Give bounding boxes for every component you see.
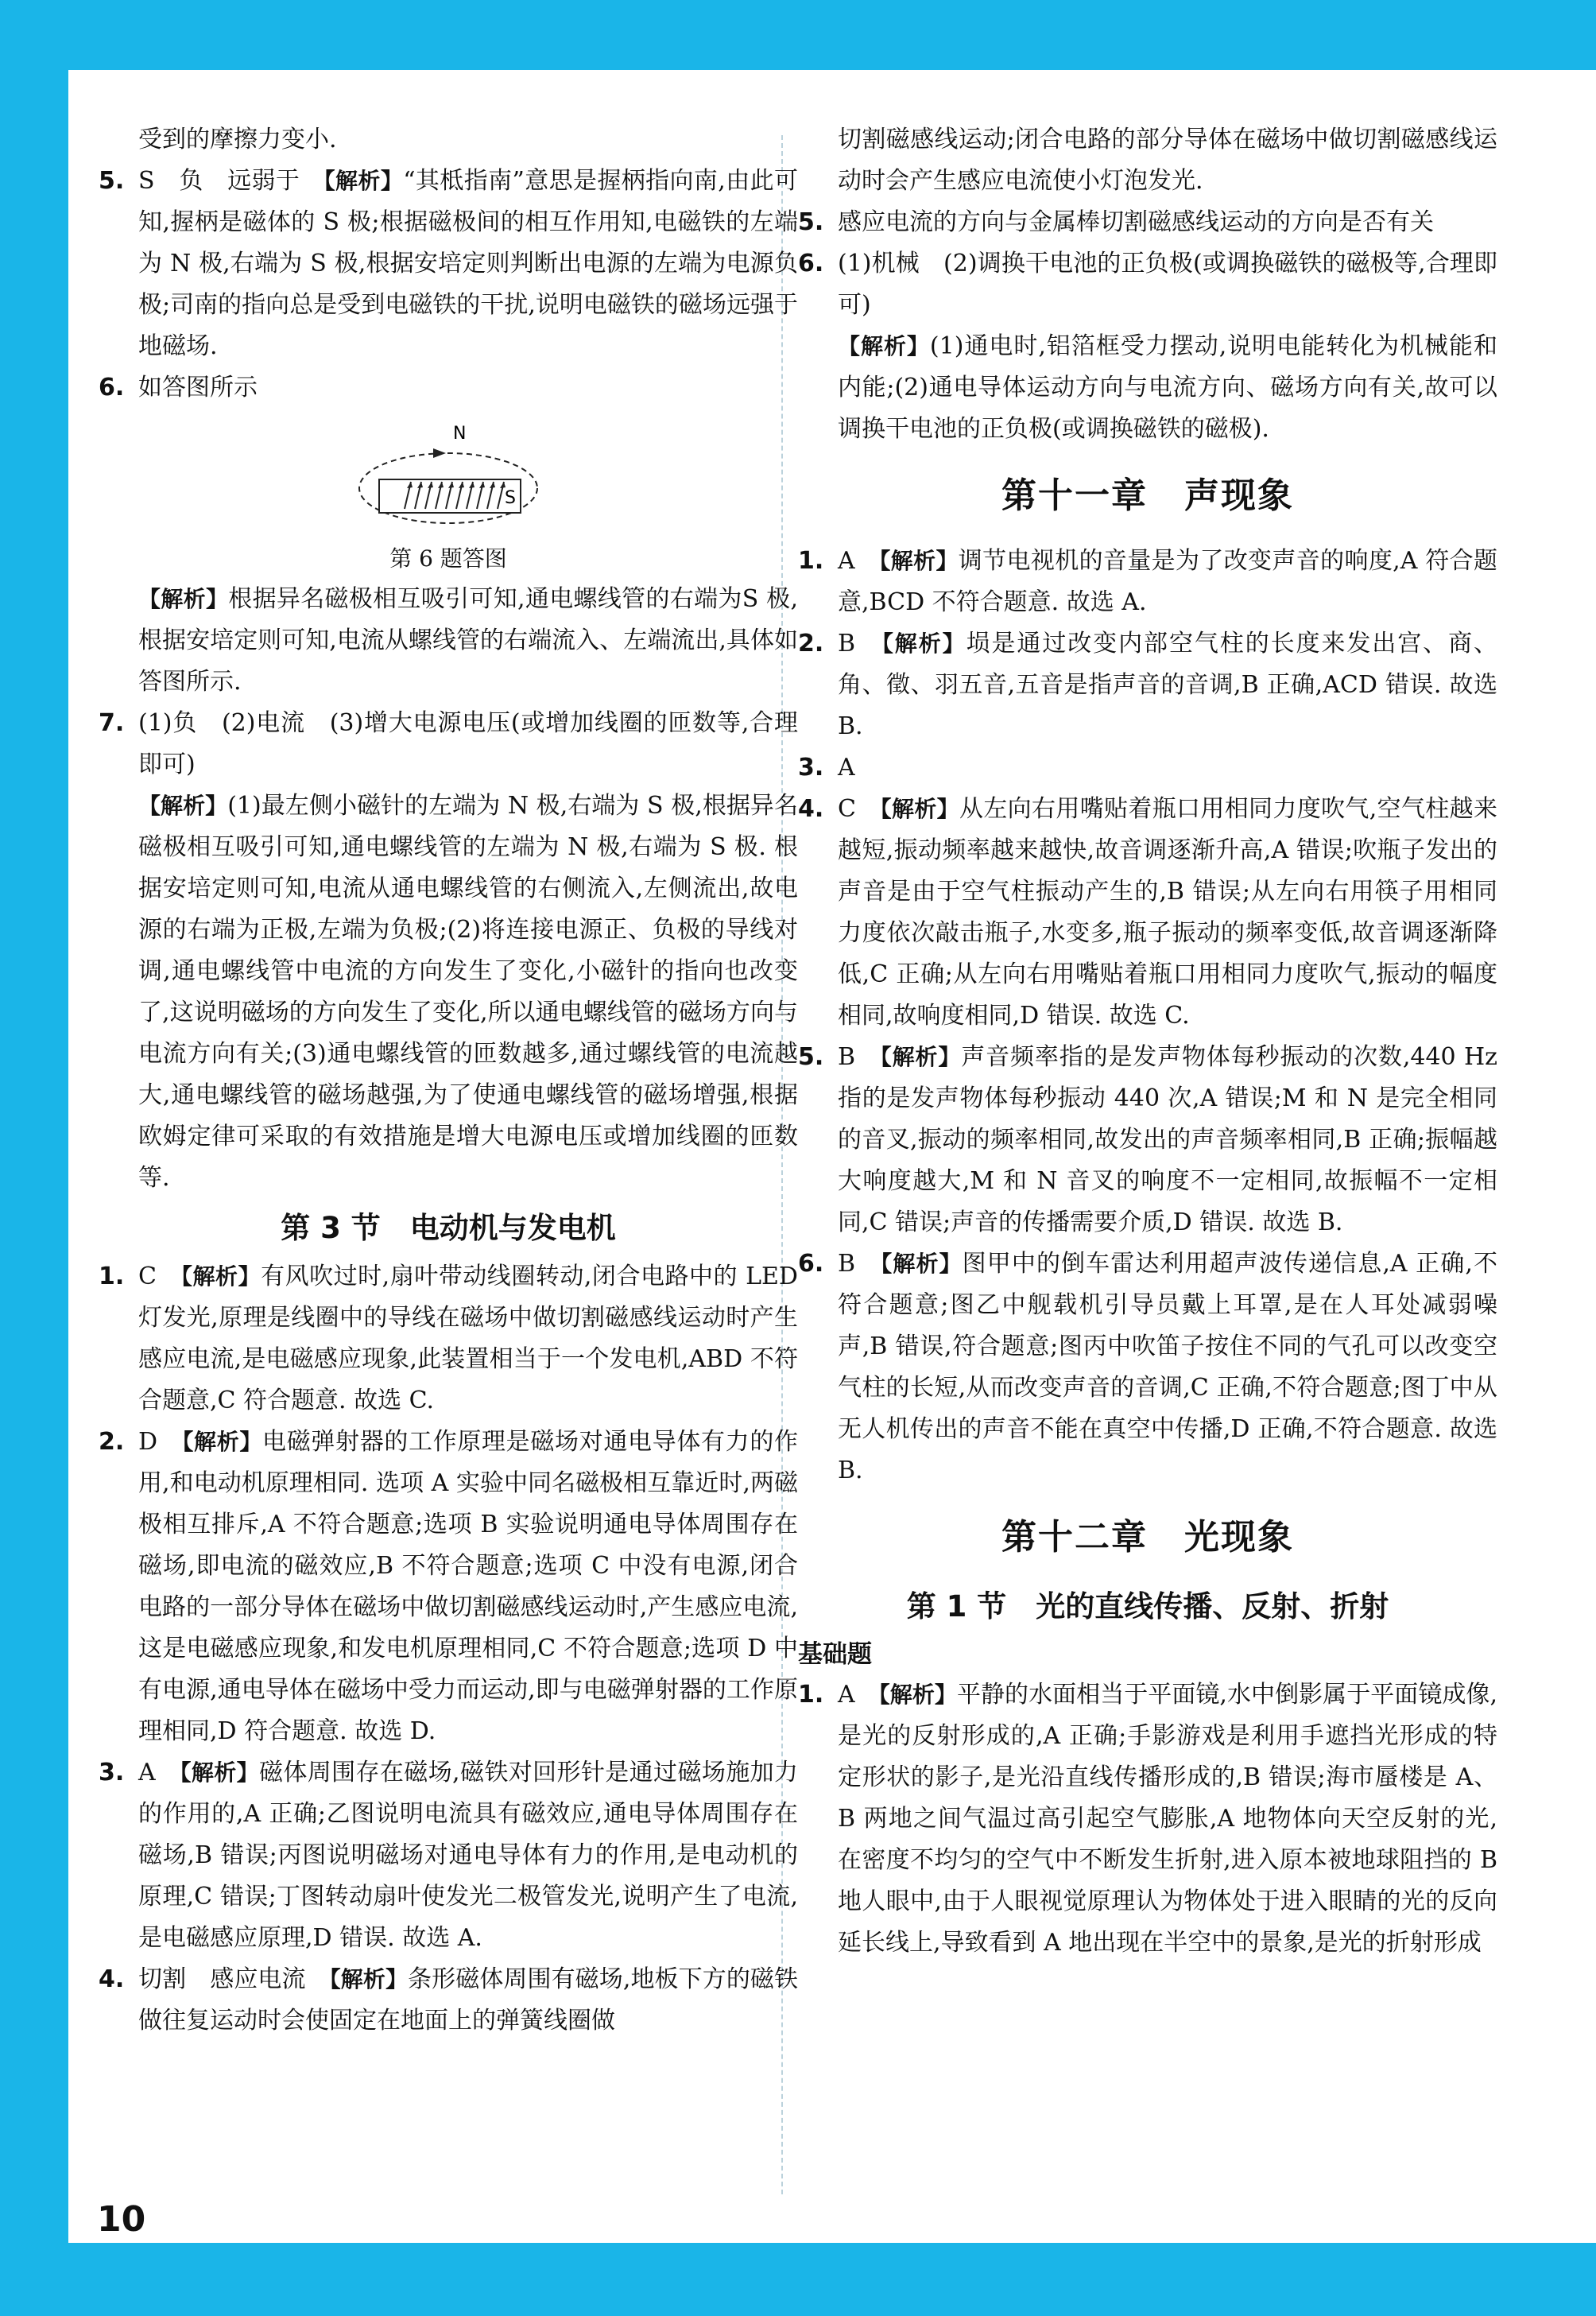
- page-number: 10: [97, 2199, 146, 2240]
- paragraph-text: 受到的摩擦力变小.: [138, 126, 337, 153]
- question-number: 1.: [99, 1263, 125, 1290]
- left-column: [99, 119, 798, 2042]
- question-number: 1.: [798, 1681, 824, 1709]
- chapter-heading: 第十一章 声现象: [1001, 475, 1294, 516]
- answer-item: [798, 243, 1497, 326]
- north-label: N: [453, 424, 467, 444]
- answer-item: [798, 789, 1497, 1037]
- answer-item: [99, 1752, 798, 1959]
- analysis-tag: 【解析】: [138, 793, 228, 819]
- answer-text: C: [138, 1263, 181, 1290]
- answer-text: C: [838, 795, 881, 823]
- analysis-tag: 【解析】: [181, 1263, 261, 1290]
- answer-text: A: [838, 1681, 879, 1709]
- answer-item: [798, 1243, 1497, 1492]
- analysis-tag: 【解析】: [881, 630, 967, 657]
- analysis-text: 从左向右用嘴贴着瓶口用相同力度吹气,空气柱越来越短,振动频率越来越快,故音调逐渐升高,A 错误;吹瓶子发出的声音是由于空气柱振动产生的,B 错误;从左向右用筷子用相同力度依次敲击瓶子,水变多,瓶子振动的频率变低,故音调逐渐降低,C 正确;从左向右用嘴贴着瓶口用相同力度吹气,振动的幅度相同,故响度相同,D 错误. 故选 C.: [838, 795, 1497, 1030]
- answer-item: [99, 1256, 798, 1422]
- answer-text: 切割 感应电流: [138, 1965, 330, 1993]
- question-number: 2.: [99, 1428, 125, 1456]
- answer-text: A: [838, 754, 855, 782]
- answer-text: D: [138, 1428, 183, 1456]
- field-arrow: [433, 448, 446, 458]
- question-number: 6.: [99, 374, 125, 402]
- answer-paragraph: [798, 326, 1497, 450]
- answer-item: [99, 367, 798, 409]
- answer-item: [798, 541, 1497, 623]
- south-label: S: [505, 488, 516, 508]
- question-number: 3.: [99, 1759, 125, 1786]
- analysis-tag: 【解析】: [879, 548, 959, 574]
- question-number: 3.: [798, 754, 824, 782]
- analysis-text: 调节电视机的音量是为了改变声音的响度,A 符合题意,BCD 不符合题意. 故选 A.: [838, 547, 1497, 616]
- analysis-tag: 【解析】: [878, 1682, 957, 1708]
- analysis-text: 电磁弹射器的工作原理是磁场对通电导体有力的作用,和电动机原理相同. 选项 A 实验中同名磁极相互靠近时,两磁极相互排斥,A 不符合题意;选项 B 实验说明通电导体周围存在磁场,即电流的磁效应,B 不符合题意;选项 C 中没有电源,闭合电路的一部分导体在磁场中做切割磁感线运动时,产生感应电流,这是电磁感应现象,和发电机原理相同,C 不符合题意;选项 D 中有电源,通电导体在磁场中受力而运动,即与电磁弹射器的工作原理相同,D 符合题意. 故选 D.: [138, 1428, 798, 1745]
- answer-item: [798, 747, 1497, 789]
- answer-item: [99, 161, 798, 367]
- answer-item: [99, 703, 798, 786]
- right-column: [798, 119, 1497, 1964]
- question-number: 5.: [798, 1043, 824, 1071]
- answer-text: (1)负 (2)电流 (3)增大电源电压(或增加线圈的匝数等,合理即可): [138, 709, 798, 778]
- figure-caption: 第 6 题答图: [389, 545, 507, 572]
- answer-text: S 负 远弱于: [138, 167, 324, 195]
- solenoid-body: [379, 479, 521, 513]
- group-heading: 基础题: [798, 1640, 872, 1669]
- question-number: 1.: [798, 547, 824, 575]
- analysis-text: 有风吹过时,扇叶带动线圈转动,闭合电路中的 LED 灯发光,原理是线圈中的导线在磁场中做切割磁感线运动时产生感应电流,是电磁感应现象,此装置相当于一个发电机,ABD 不符合题意,C 符合题意. 故选 C.: [138, 1263, 798, 1414]
- analysis-text: (1)通电时,铝箔框受力摆动,说明电能转化为机械能和内能;(2)通电导体运动方向与电流方向、磁场方向有关,故可以调换干电池的正负极(或调换磁铁的磁极).: [838, 332, 1497, 443]
- question-number: 7.: [99, 709, 125, 737]
- analysis-tag: 【解析】: [880, 1044, 962, 1070]
- analysis-tag: 【解析】: [138, 586, 229, 612]
- question-number: 5.: [99, 167, 125, 195]
- analysis-text: 磁体周围存在磁场,磁铁对回形针是通过磁场施加力的作用的,A 正确;乙图说明电流具有磁效应,通电导体周围存在磁场,B 错误;丙图说明磁场对通电导体有力的作用,是电动机的原理,C 错误;丁图转动扇叶使发光二极管发光,说明产生了电流,是电磁感应原理,D 错误. 故选 A.: [138, 1759, 798, 1952]
- answer-figure: [99, 415, 798, 576]
- section-heading: 第 1 节 光的直线传播、反射、折射: [906, 1589, 1389, 1624]
- question-number: 6.: [798, 1250, 824, 1278]
- question-number: 4.: [99, 1965, 125, 1993]
- analysis-tag: 【解析】: [329, 1966, 409, 1992]
- answer-paragraph: [798, 119, 1497, 202]
- analysis-tag: 【解析】: [323, 168, 404, 194]
- answer-text: B: [838, 630, 882, 658]
- chapter-heading: 第十二章 光现象: [1001, 1517, 1294, 1558]
- answer-paragraph: [99, 119, 798, 161]
- question-number: 2.: [798, 630, 824, 658]
- answer-text: B: [838, 1250, 881, 1278]
- analysis-text: 图甲中的倒车雷达利用超声波传递信息,A 正确,不符合题意;图乙中舰载机引导员戴上耳罩,是在人耳处减弱噪声,B 错误,符合题意;图丙中吹笛子按住不同的气孔可以改变空气柱的长短,从而改变声音的音调,C 正确,不符合题意;图丁中从无人机传出的声音不能在真空中传播,D 正确,不符合题意. 故选 B.: [838, 1250, 1497, 1484]
- analysis-text: 条形磁体周围有磁场,地板下方的磁铁做往复运动时会使固定在地面上的弹簧线圈做: [138, 1965, 798, 2035]
- paragraph-text: 切割磁感线运动;闭合电路的部分导体在磁场中做切割磁感线运动时会产生感应电流使小灯泡发光.: [838, 126, 1497, 195]
- question-number: 6.: [798, 250, 824, 277]
- answer-text: A: [838, 547, 880, 575]
- answer-paragraph: [99, 579, 798, 703]
- answer-item: [798, 623, 1497, 747]
- analysis-tag: 【解析】: [182, 1429, 263, 1455]
- answer-item: [798, 202, 1497, 243]
- analysis-text: 声音频率指的是发声物体每秒振动的次数,440 Hz 指的是发声物体每秒振动 440 次,A 错误;M 和 N 是完全相同的音叉,振动的频率相同,故发出的声音频率相同,B 正确;振幅越大响度越大,M 和 N 音叉的响度不一定相同,故振幅不一定相同,C 错误;声音的传播需要介质,D 错误. 故选 B.: [838, 1043, 1497, 1236]
- analysis-tag: 【解析】: [838, 333, 930, 359]
- answer-text: B: [838, 1043, 881, 1071]
- analysis-text: 平静的水面相当于平面镜,水中倒影属于平面镜成像,是光的反射形成的,A 正确;手影游戏是利用手遮挡光形成的特定形状的影子,是光沿直线传播形成的,B 错误;海市蜃楼是 A、B 两地之间气温过高引起空气膨胀,A 地物体向天空反射的光,在密度不均匀的空气中不断发生折射,进入原本被地球阻挡的 B 地人眼中,由于人眼视觉原理认为物体处于进入眼睛的光的反向延长线上,导致看到 A 地出现在半空中的景象,是光的折射形成: [838, 1681, 1497, 1957]
- analysis-text: 根据异名磁极相互吸引可知,通电螺线管的右端为S 极,根据安培定则可知,电流从螺线管的右端流入、左端流出,具体如答图所示.: [138, 585, 798, 696]
- answer-text: 感应电流的方向与金属棒切割磁感线运动的方向是否有关: [838, 208, 1434, 236]
- answer-text: A: [138, 1759, 180, 1786]
- answer-text: 如答图所示: [138, 374, 258, 402]
- question-number: 4.: [798, 795, 824, 823]
- bottom-band: [68, 2243, 1596, 2316]
- analysis-tag: 【解析】: [880, 796, 959, 822]
- answer-text: (1)机械 (2)调换干电池的正负极(或调换磁铁的磁极等,合理即可): [838, 250, 1497, 319]
- analysis-text: (1)最左侧小磁针的左端为 N 极,右端为 S 极,根据异名磁极相互吸引可知,通电螺线管的左端为 N 极,右端为 S 极. 根据安培定则可知,电流从通电螺线管的右侧流入,左侧流出,故电源的右端为正极,左端为负极;(2)将连接电源正、负极的导线对调,通电螺线管中电流的方向发生了变化,小磁针的指向也改变了,这说明磁场的方向发生了变化,所以通电螺线管的磁场方向与电流方向有关;(3)通电螺线管的匝数越多,通过螺线管的电流越大,通电螺线管的磁场越强,为了使通电螺线管的磁场增强,根据欧姆定律可采取的有效措施是增大电源电压或增加线圈的匝数等.: [138, 792, 798, 1192]
- answer-item: [798, 1674, 1497, 1964]
- analysis-tag: 【解析】: [180, 1759, 259, 1786]
- analysis-tag: 【解析】: [881, 1251, 963, 1277]
- question-number: 5.: [798, 208, 824, 236]
- section-heading: 第 3 节 电动机与发电机: [281, 1211, 616, 1245]
- answer-item: [99, 1959, 798, 2042]
- analysis-text: “其柢指南”意思是握柄指向南,由此可知,握柄是磁体的 S 极;根据磁极间的相互作用知,电磁铁的左端为 N 极,右端为 S 极,根据安培定则判断出电源的左端为电源负极;司南的指向总是受到电磁铁的干扰,说明电磁铁的磁场远强于地磁场.: [138, 167, 798, 360]
- answer-item: [798, 1037, 1497, 1243]
- solenoid-diagram: [349, 415, 548, 542]
- answer-item: [99, 1422, 798, 1752]
- analysis-text: 埙是通过改变内部空气柱的长度来发出宫、商、角、徵、羽五音,五音是指声音的音调,B 正确,ACD 错误. 故选 B.: [838, 630, 1497, 740]
- answer-paragraph: [99, 786, 798, 1199]
